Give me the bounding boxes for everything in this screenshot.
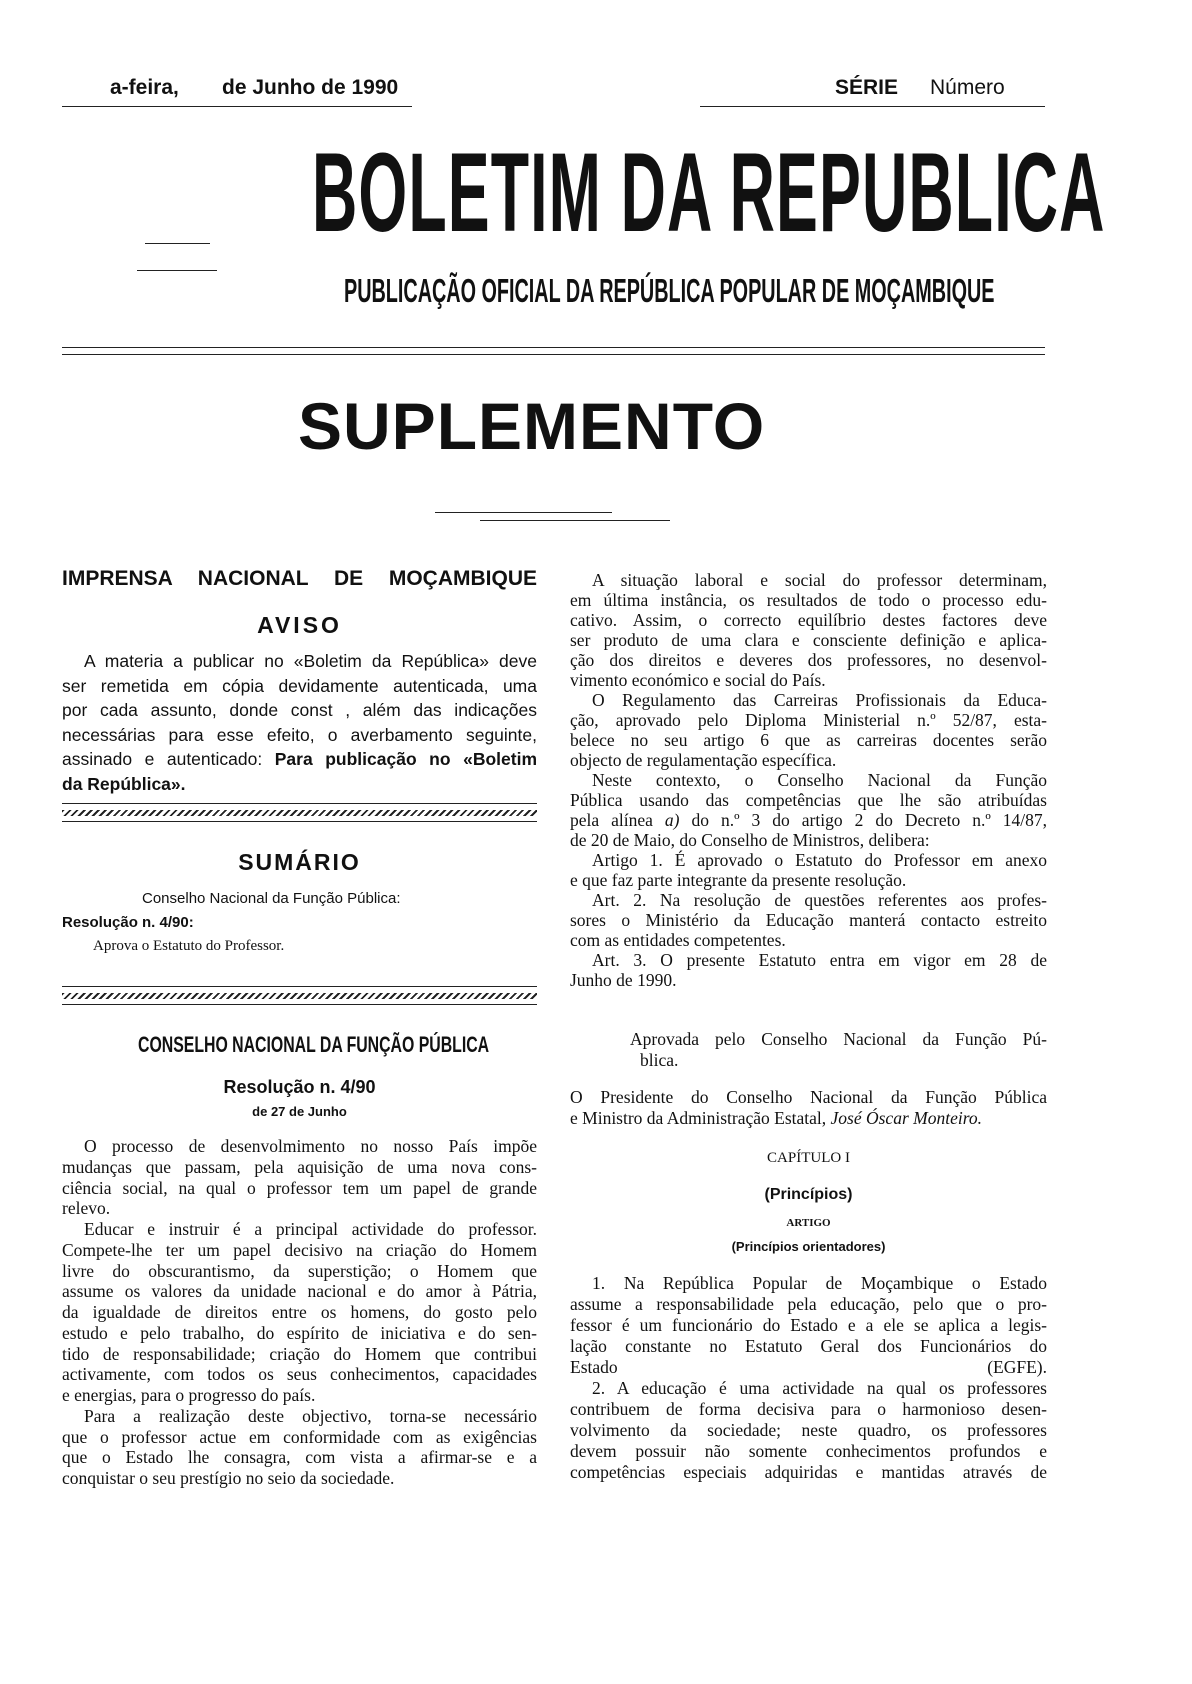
- text-line: fessor é um funcionário do Estado e a ele se aplica a legis-: [570, 1315, 1047, 1335]
- text-line: belece no seu artigo 6 que as carreiras docentes serão: [570, 730, 1047, 750]
- text-line: Educar e instruir é a principal actividade do professor.: [84, 1219, 537, 1239]
- text-line: ser remetida em cópia devidamente autenticada, uma: [62, 675, 537, 696]
- text-segment: pela alínea: [570, 810, 665, 830]
- text-line: [62, 747, 537, 772]
- separator-rule: [62, 821, 537, 822]
- resolucao-body: [62, 1136, 537, 1489]
- capitulo-heading: CAPÍTULO I: [767, 1150, 850, 1166]
- aprovada-note: [630, 1029, 1047, 1071]
- header-weekday: a-feira,: [110, 76, 179, 99]
- text-line: Junho de 1990.: [570, 970, 677, 990]
- text-line: contribuem de forma decisiva para o harmonioso desen-: [570, 1399, 1047, 1419]
- conselho-wrap: [138, 1032, 626, 1058]
- separator-rule: [62, 803, 537, 804]
- text-line: A materia a publicar no «Boletim da República» deve: [84, 651, 537, 671]
- masthead-title: BOLETIM DA REPUBLICA: [312, 130, 1106, 255]
- sumario-resolucao: Resolução n. 4/90:: [62, 914, 194, 931]
- decor-rule: [435, 512, 612, 513]
- text-segment: e Ministro da Administração Estatal,: [570, 1107, 831, 1128]
- sumario-title: SUMÁRIO: [238, 849, 361, 875]
- text-line: lação constante no Estatuto Geral dos Funcionários do: [570, 1336, 1047, 1356]
- text-line: estudo e pelo trabalho, do espírito de iniciativa e do sen-: [62, 1322, 537, 1343]
- text-line: ção, aprovado pelo Diploma Ministerial n.º 52/87, esta-: [570, 710, 1047, 730]
- text-line: volvimento da sociedade; neste quadro, os professores: [570, 1420, 1047, 1440]
- text-segment: assinado e autenticado:: [62, 749, 275, 770]
- text-line: Para a realização deste objectivo, torna-se necessário: [84, 1405, 537, 1426]
- separator-rule: [62, 986, 537, 987]
- text-line: tido de responsabilidade; criação do Homem que contribui: [62, 1343, 537, 1364]
- text-line: assume a responsabilidade pela educação, pelo que o pro-: [570, 1294, 1047, 1314]
- masthead-sub: [344, 272, 1192, 310]
- text-line: devem possuir não somente conhecimentos profundos e: [570, 1441, 1047, 1461]
- text-line: por cada assunto, donde const , além das indicações: [62, 700, 537, 721]
- resolucao-title: Resolução n. 4/90: [223, 1077, 376, 1097]
- text-line: ciência social, na qual o professor tem um papel de grande: [62, 1177, 537, 1198]
- text-line: cativo. Assim, o correcto equilíbrio destes factores deve: [570, 610, 1047, 630]
- text-line: 2. A educação é uma actividade na qual os professores: [592, 1378, 1047, 1398]
- header-rule-right: [700, 106, 1045, 107]
- resolucao-date: de 27 de Junho: [252, 1104, 347, 1119]
- text-line: O Regulamento das Carreiras Profissionais da Educa-: [592, 690, 1047, 710]
- preamble-body: [570, 570, 1047, 990]
- article-body: [570, 1273, 1047, 1483]
- text-line: A situação laboral e social do professor determinam,: [592, 570, 1047, 590]
- artigo-heading: ARTIGO: [786, 1217, 831, 1229]
- text-line: necessárias para esse efeito, o averbamento seguinte,: [62, 724, 537, 745]
- aviso-text: [62, 649, 537, 797]
- text-line: que o professor actue em conformidade com as exigências: [62, 1426, 537, 1447]
- text-line: com as entidades competentes.: [570, 930, 786, 950]
- header-serie: SÉRIE: [835, 76, 899, 99]
- text-line: [570, 810, 1047, 830]
- text-line: [570, 1108, 1047, 1129]
- text-line: O Presidente do Conselho Nacional da Função Pública: [570, 1087, 1047, 1107]
- aviso-title: AVISO: [257, 612, 342, 638]
- sumario-desc: Aprova o Estatuto do Professor.: [93, 938, 285, 954]
- separator-wavy: [62, 810, 537, 816]
- text-line: Estado (EGFE).: [570, 1357, 1047, 1377]
- text-segment: da República».: [62, 773, 186, 794]
- decor-dash: [137, 270, 217, 271]
- masthead-subtitle: PUBLICAÇÃO OFICIAL DA REPÚBLICA POPULAR DE MOÇAMBIQUE: [344, 272, 995, 309]
- header-numero: Número: [930, 76, 1005, 99]
- text-line: blica.: [640, 1049, 679, 1070]
- text-line: O processo de desenvolmimento no nosso País impõe: [84, 1136, 537, 1156]
- header-date: de Junho de 1990: [222, 76, 399, 99]
- text-segment: Para publicação no «Boletim: [274, 749, 537, 770]
- conselho-title: CONSELHO NACIONAL DA FUNÇÃO PÚBLICA: [138, 1032, 490, 1057]
- text-line: da igualdade de direitos entre os homens, do gosto pelo: [62, 1302, 537, 1322]
- text-line: Art. 3. O presente Estatuto entra em vigor em 28 de: [592, 950, 1047, 970]
- text-line: e que faz parte integrante da presente resolução.: [570, 870, 907, 890]
- text-line: de 20 de Maio, do Conselho de Ministros, delibera:: [570, 830, 930, 850]
- text-line: Neste contexto, o Conselho Nacional da Função: [592, 770, 1047, 790]
- separator-wavy: [62, 993, 537, 999]
- text-line: mudanças que passam, pela aquisição de uma nova cons-: [62, 1156, 537, 1177]
- masthead: [312, 128, 1192, 257]
- text-line: ser produto de uma clara e consciente definição e aplica-: [570, 630, 1047, 650]
- sumario-org: Conselho Nacional da Função Pública:: [142, 890, 401, 907]
- text-line: assume os valores da unidade nacional e do amor à Pátria,: [62, 1281, 537, 1302]
- text-line: em última instância, os resultados de todo o processo edu-: [570, 590, 1047, 610]
- header-rule-left: [62, 106, 412, 107]
- double-rule: [62, 347, 1045, 348]
- text-line: vimento económico e social do País.: [570, 670, 826, 690]
- decor-dash: [145, 243, 210, 244]
- text-line: [62, 772, 537, 797]
- signature-block: [570, 1087, 1047, 1129]
- text-segment: do n.º 3 do artigo 2 do Decreto n.º 14/87,: [679, 810, 1047, 830]
- imprensa-heading: IMPRENSA NACIONAL DE MOÇAMBIQUE: [62, 567, 537, 590]
- text-line: objecto de regulamentação específica.: [570, 750, 837, 770]
- text-line: livre do obscurantismo, da superstição; o Homem que: [62, 1260, 537, 1281]
- text-line: Compete-lhe ter um papel decisivo na criação do Homem: [62, 1239, 537, 1260]
- text-line: que o Estado lhe consagra, com vista a afirmar-se e a: [62, 1447, 537, 1468]
- text-line: Aprovada pelo Conselho Nacional da Função Pú-: [630, 1029, 1047, 1049]
- double-rule: [62, 354, 1045, 355]
- text-line: Artigo 1. É aprovado o Estatuto do Professor em anexo: [592, 850, 1047, 870]
- text-segment: José Óscar Monteiro.: [830, 1107, 982, 1128]
- decor-rule: [480, 520, 670, 521]
- text-line: sores o Ministério da Educação manterá contacto estreito: [570, 910, 1047, 930]
- text-line: e energias, para o progresso do país.: [62, 1385, 316, 1405]
- text-line: ção dos direitos e deveres dos professores, no desenvol-: [570, 650, 1047, 670]
- text-line: relevo.: [62, 1198, 111, 1219]
- separator-rule: [62, 1004, 537, 1005]
- text-line: conquistar o seu prestígio no seio da sociedade.: [62, 1468, 395, 1488]
- text-line: Art. 2. Na resolução de questões referentes aos profes-: [592, 890, 1047, 910]
- text-segment: a): [664, 810, 680, 830]
- principios-orientadores-heading: (Princípios orientadores): [731, 1239, 886, 1254]
- text-line: activamente, com todos os seus conhecimentos, capacidades: [62, 1364, 537, 1385]
- text-line: competências especiais adquiridas e mantidas através de: [570, 1462, 1047, 1482]
- suplemento-title: SUPLEMENTO: [298, 389, 766, 463]
- text-line: 1. Na República Popular de Moçambique o Estado: [592, 1273, 1047, 1293]
- text-line: Pública usando das competências que lhe são atribuídas: [570, 790, 1047, 810]
- principios-heading: (Princípios): [764, 1186, 853, 1203]
